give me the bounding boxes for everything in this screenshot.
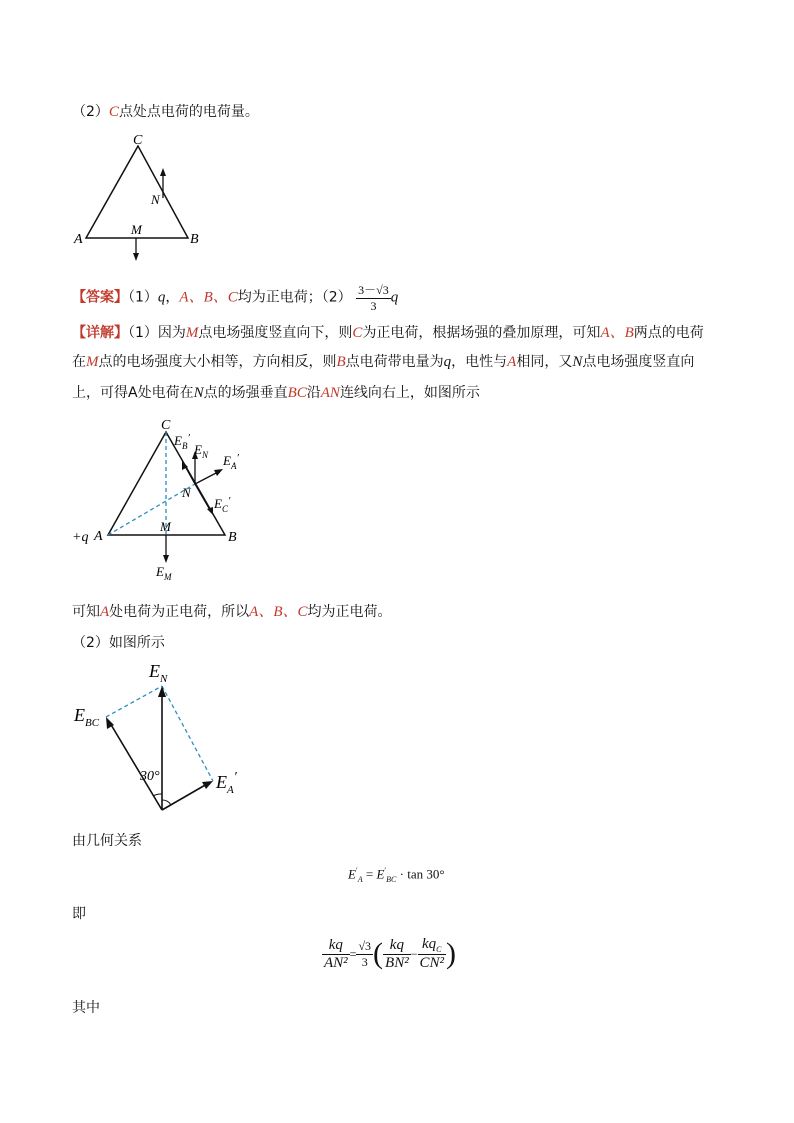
label-N: N [182,485,191,500]
detail-line-2: 在M点的电场强度大小相等，方向相反，则B点电荷带电量为q，电性与A相同，又N点电场强度竖直向 [72,354,695,370]
part2-intro: （2）如图所示 [72,635,165,651]
label-C: C [161,418,171,433]
label-M: M [131,222,142,237]
label-EA-prime: $E_A'$ [216,770,237,796]
answer-fraction: $\frac{3-√3}{3}$ [358,283,389,313]
question-part2: （2）C点处点电荷的电荷量。 [72,104,259,120]
ji-text: 即 [72,906,86,922]
label-EN: $E_N$ [149,661,168,685]
label-N: N [151,192,160,207]
label-EB-prime: $E_B'$ [174,432,190,451]
equation-2: $\frac{kq}{\text{AN²}}$ = $\frac{√3}{3}$ ( $\frac{kq}{\text{BN²}}$ − $\frac{kq_C}{\text{CN²}}$ ) [324,936,457,971]
answer-line: 【答案】（1）q，A、B、C均为正电荷；（2） $\frac{3-√3}{3}$ q [72,283,399,313]
label-B: B [228,530,237,545]
detail-line-3: 上，可得A处电荷在N点的场强垂直BC沿AN连线向右上，如图所示 [72,385,480,401]
qizhong-text: 其中 [72,1000,100,1016]
figure-triangle-1 [70,130,220,265]
label-EBC: $E_{BC}$ [74,705,100,729]
label-A: A [74,232,83,247]
label-C: C [133,133,143,148]
label-EM: $E_M$ [156,564,172,582]
equation-1: $E'_A = E'_{BC} \cdot \tan 30^\circ$ [348,866,445,884]
label-EC-prime: $E_C'$ [214,495,231,514]
label-EN: $E_N$ [194,442,208,460]
label-B: B [190,232,199,247]
label-A: A [94,529,103,544]
label-plus-q: +q [72,530,89,545]
detail-line-1: 【详解】（1）因为M点电场强度竖直向下，则C为正电荷，根据场强的叠加原理，可知A、B两点的电荷 [72,325,704,341]
label-M: M [160,519,171,534]
figure-vectors-3 [70,655,270,820]
geometry-text: 由几何关系 [72,833,142,849]
label-EA-prime: $E_A'$ [223,452,239,471]
conclusion-line: 可知A处电荷为正电荷，所以A、B、C均为正电荷。 [72,604,392,620]
figure-triangle-2 [70,410,270,585]
label-angle-30: 30° [140,769,160,784]
